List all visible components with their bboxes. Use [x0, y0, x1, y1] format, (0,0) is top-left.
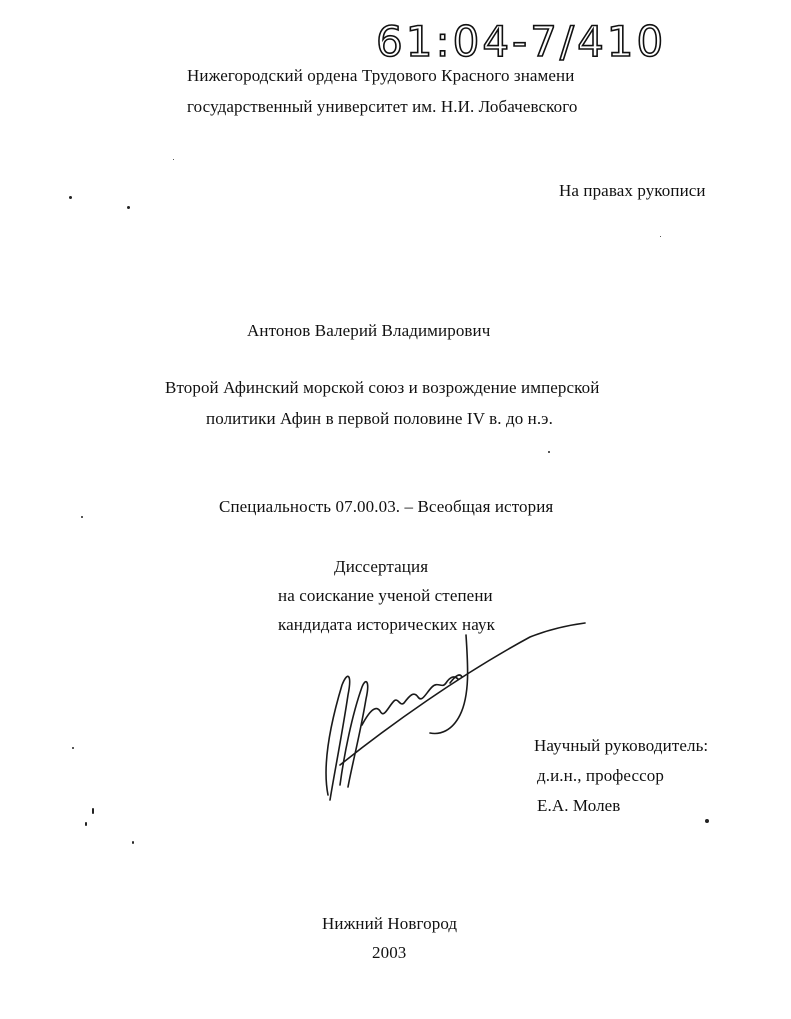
supervisor-name: Е.А. Молев: [537, 796, 621, 815]
manuscript-rights-note: На правах рукописи: [559, 181, 706, 200]
supervisor-degree: д.и.н., профессор: [537, 766, 664, 785]
dissertation-label: Диссертация: [334, 557, 429, 576]
signature-cursive: [362, 677, 458, 725]
supervisor-label: Научный руководитель:: [534, 736, 709, 755]
dissertation-title-line-2: политики Афин в первой половине IV в. до н.э.: [206, 409, 553, 428]
signature-loop-1: [326, 676, 350, 800]
scan-speck: [127, 206, 130, 209]
degree-purpose-line: на соискание ученой степени: [278, 586, 493, 605]
year: 2003: [372, 943, 407, 962]
scan-speck: [92, 808, 94, 814]
scan-speck: [548, 451, 550, 453]
scan-speck: [85, 822, 87, 826]
dissertation-title-line-1: Второй Афинский морской союз и возрождение имперской: [165, 378, 600, 397]
scan-speck: [69, 196, 72, 199]
university-line-2: государственный университет им. Н.И. Лобачевского: [187, 97, 578, 116]
scan-speck: [660, 236, 661, 237]
handwritten-archive-number: [372, 12, 672, 64]
degree-name-line: кандидата исторических наук: [278, 615, 495, 634]
scan-speck: [81, 516, 83, 518]
university-line-1: Нижегородский ордена Трудового Красного знамени: [187, 66, 575, 85]
city: Нижний Новгород: [322, 914, 458, 933]
scan-speck: [72, 747, 74, 749]
handwritten-archive-number-text: 61:04-7/410: [376, 17, 667, 64]
specialty-line: Специальность 07.00.03. – Всеобщая история: [219, 497, 554, 516]
signature-loop-2: [340, 682, 368, 787]
author-name: Антонов Валерий Владимирович: [247, 321, 491, 340]
scan-speck: [132, 841, 134, 844]
scan-speck: [705, 819, 709, 823]
scan-speck: [173, 159, 174, 160]
